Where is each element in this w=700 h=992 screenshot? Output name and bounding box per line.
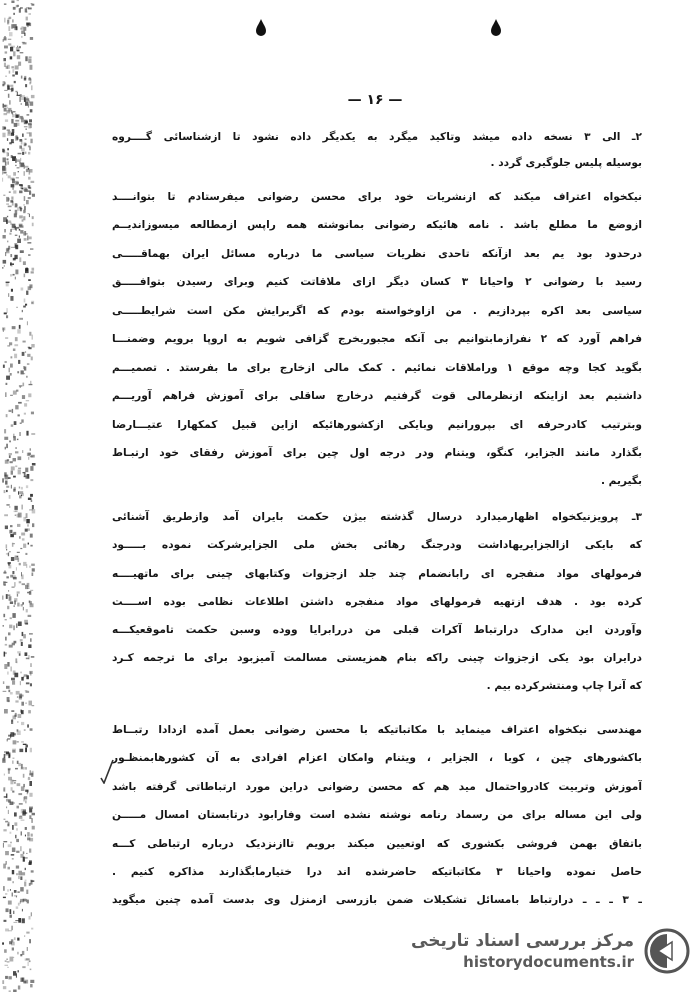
archive-logo-icon <box>644 928 690 974</box>
document-line: ازوضع ما مطلع باشد . نامه هائیکه رضوانی بمانوشته همه راپس ازمطالعه میسوزاندیــم <box>112 219 642 231</box>
document-line: بگذارد مانند الجزایر، کنگو، ویتنام ودر درجه اول چین برای آموزش رفقای خود ارتبـاط <box>112 447 642 459</box>
document-line: درحدود بود یم بعد ازآنکه تاحدی نظریات سیاسی ما درباره مسائل ایران بهماقـــــی <box>112 248 642 260</box>
binding-hole-icon <box>253 18 269 38</box>
document-line: بگیریم . <box>600 475 642 487</box>
watermark-stamp <box>390 916 690 986</box>
document-line: نیکخواه اعتراف میکند که ازنشریات خود برای محسن رضوانی میفرستادم تا بتوانــــد <box>112 191 642 203</box>
watermark-name: مرکز بررسی اسناد تاریخی <box>411 931 634 951</box>
document-line: رسید با رضوانی ۲ واحیانا ۳ کسان دیگر ازای ملاقاتت کنیم وبرای رسیدن بتوافـــــق <box>112 276 642 288</box>
document-line: وبترتیب کادرحرفه ای بپرورانیم وبایکی ازکشورهائیکه ازاین قبیل کمکهارا عتیـــارضا <box>112 419 642 431</box>
binding-edge <box>0 0 44 992</box>
document-line: ـ ۳ ـ ـ ـ درارتباط بامسائل تشکیلات ضمن بازرسی ازمنزل وی بدست آمده چنین میگوید <box>112 894 642 906</box>
document-line: باکشورهای چین ، کوبا ، الجزایر ، ویتنام وامکان اعزام افرادی به آن کشورهابمنظـور <box>112 752 642 764</box>
document-line: بوسیله پلیس جلوگیری گردد . <box>490 157 642 169</box>
document-line: ۲ـ الی ۳ نسخه داده میشد وتاکید میگرد به یکدیگر داده نشود تا ازشناسائی گــــروه <box>112 131 642 143</box>
document-line: مهندسی نیکخواه اعتراف مینماید با مکاتباتیکه با محسن رضوانی بعمل آمده ازدادا رتبــاط <box>112 724 642 736</box>
margin-check-icon <box>98 758 116 784</box>
binding-hole-icon <box>488 18 504 38</box>
document-line: سیاسی بعد اکره بپردازیم . من ازاوخواسته بودم که اگربرایش مکن است شرایطـــــی <box>112 305 642 317</box>
document-line: ولی این مساله برای من رسماد رنامه نوشته نشده است وفارابود درتابستان امسال مـــــن <box>112 809 642 821</box>
document-line: وآوردن این مدارک درارتباط آکرات قبلی من دررابرایا ووده وسبن حکمت تاموقعیکـــه <box>112 624 642 636</box>
document-line: فراهم آورد که ۲ نفرازمابتوانیم بی آنکه مجبوربخرج گزافی شویم به اروپا برویم وضمنـــا <box>112 333 642 345</box>
page-number: — ۱۶ — <box>347 92 403 108</box>
document-line: که آنرا چاپ ومنتشرکرده بیم . <box>486 680 642 692</box>
document-line: بگوید کجا وچه موقع ۱ وراملاقات نمائیم . کمک مالی ازخارج برای ما بفرستد . تصمیـــم <box>112 362 642 374</box>
watermark-url: historydocuments.ir <box>463 953 634 971</box>
document-line: آموزش وتربیت کادرواحتمال مید هم که محسن رضوانی دراین مورد ارتباطاتی گرفته باشد <box>112 781 642 793</box>
document-line: که بایکی ازالجزایریهاداشت ودرجنگ رهائی بخش ملی الجزایرشرکت نموده بـــــود <box>112 539 642 551</box>
document-line: باتفاق بهمن فروشی بکشوری که اوتعیین میکند برویم تاازنزدیک درباره ارتباطی کـــه <box>112 838 642 850</box>
document-line: ۳ـ پرویزنیکخواه اظهارمیدارد درسال گذشته بیژن حکمت بایران آمد وازطریق آشنائی <box>112 511 642 523</box>
document-line: درایران بود یکی ازجزوات چینی راکه بنام همزیستی مسالمت آمیزبود برای ما ترجمه کـرد <box>112 652 642 664</box>
document-line: فرمولهای مواد منفجره ای رابانضمام چند جلد ازجزوات وکتابهای چینی برای ماتهیــــه <box>112 568 642 580</box>
document-line: کرده بود . هدف ازتهیه فرمولهای مواد منفجره داشتن اطلاعات نظامی بوده اســــت <box>112 596 642 608</box>
document-line: حاصل نموده واحیانا ۳ مکاتباتیکه حاضرشده اند درا ختیارمابگذارند مذاکره کنیم . <box>112 866 642 878</box>
document-line: داشتیم بعد ازاینکه ازنظرمالی قوت گرفتیم درخارج ساقلی برای آموزش فراهم آوریـــم <box>112 390 642 402</box>
